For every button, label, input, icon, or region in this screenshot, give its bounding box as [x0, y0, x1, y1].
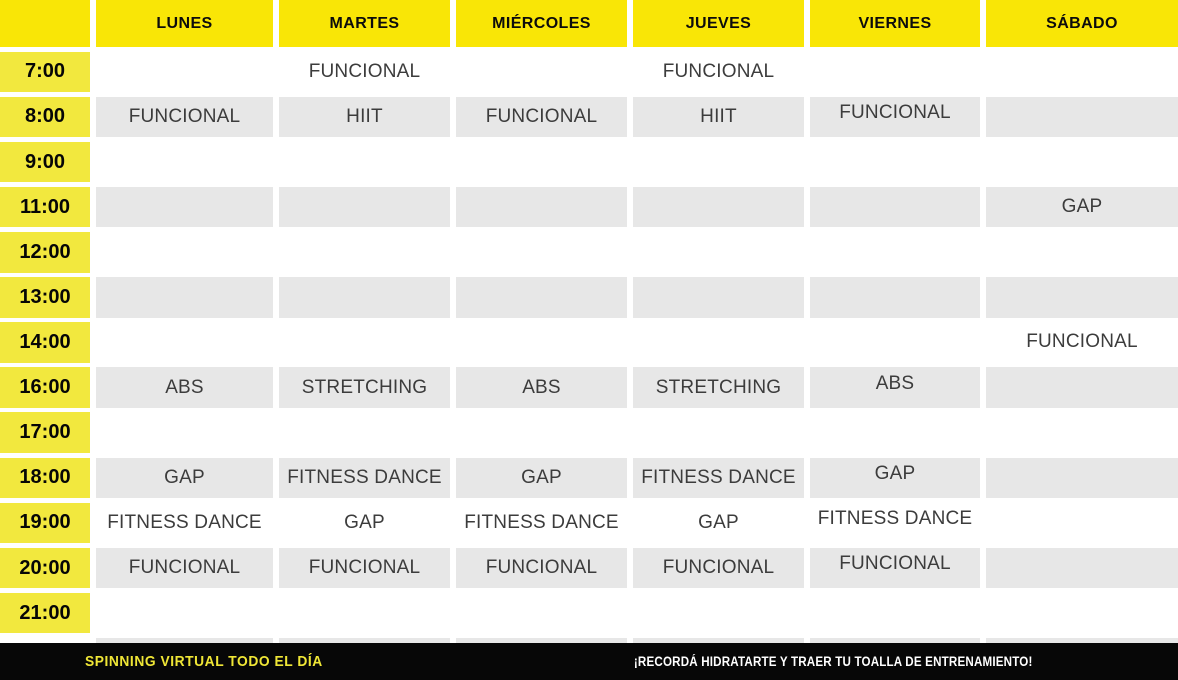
class-cell-lunes: GAP — [96, 458, 273, 499]
class-cell-miercoles — [456, 232, 627, 273]
class-cell-martes — [279, 412, 450, 453]
class-cell-lunes — [96, 187, 273, 228]
class-cell-martes — [279, 232, 450, 273]
class-cell-miercoles — [456, 142, 627, 183]
time-label: 16:00 — [0, 367, 90, 408]
day-header-lunes: LUNES — [96, 0, 273, 47]
day-header-jueves: JUEVES — [633, 0, 804, 47]
class-cell-viernes — [810, 593, 980, 634]
time-label: 14:00 — [0, 322, 90, 363]
time-label: 7:00 — [0, 52, 90, 93]
class-cell-lunes — [96, 52, 273, 93]
class-cell-lunes — [96, 322, 273, 363]
class-cell-lunes — [96, 412, 273, 453]
class-cell-jueves — [633, 187, 804, 228]
class-cell-martes: HIIT — [279, 97, 450, 138]
class-cell-viernes: FUNCIONAL — [810, 97, 980, 138]
class-cell-sabado — [986, 97, 1178, 138]
class-cell-miercoles — [456, 593, 627, 634]
class-cell-sabado — [986, 367, 1178, 408]
class-cell-martes: FITNESS DANCE — [279, 458, 450, 499]
class-cell-sabado — [986, 142, 1178, 183]
class-cell-jueves — [633, 322, 804, 363]
footer-bar — [0, 643, 1178, 680]
class-cell-sabado: GAP — [986, 187, 1178, 228]
class-cell-martes — [279, 322, 450, 363]
class-cell-jueves — [633, 412, 804, 453]
day-header-miercoles: MIÉRCOLES — [456, 0, 627, 47]
class-cell-sabado — [986, 412, 1178, 453]
time-label: 11:00 — [0, 187, 90, 228]
day-header-sabado: SÁBADO — [986, 0, 1178, 47]
class-cell-martes: FUNCIONAL — [308, 60, 421, 82]
footer-right-note: ¡RECORDÁ HIDRATARTE Y TRAER TU TOALLA DE ENTRENAMIENTO! — [634, 654, 1033, 669]
corner-cell — [0, 0, 90, 47]
time-label: 20:00 — [0, 548, 90, 589]
class-cell-lunes — [96, 232, 273, 273]
class-cell-jueves: GAP — [698, 511, 739, 533]
time-label: 19:00 — [0, 503, 90, 544]
class-cell-sabado — [986, 458, 1178, 499]
class-cell-lunes: FUNCIONAL — [96, 548, 273, 589]
class-cell-miercoles — [456, 277, 627, 318]
class-cell-viernes — [810, 142, 980, 183]
day-header-viernes: VIERNES — [810, 0, 980, 47]
class-cell-viernes — [810, 277, 980, 318]
class-cell-lunes — [96, 277, 273, 318]
time-label: 17:00 — [0, 412, 90, 453]
class-cell-miercoles — [456, 412, 627, 453]
class-cell-miercoles: ABS — [456, 367, 627, 408]
class-cell-miercoles — [456, 322, 627, 363]
class-cell-jueves — [633, 277, 804, 318]
class-cell-martes — [279, 277, 450, 318]
class-cell-lunes — [96, 593, 273, 634]
time-label: 18:00 — [0, 458, 90, 499]
footer-left-note: SPINNING VIRTUAL TODO EL DÍA — [85, 653, 323, 670]
time-label: 9:00 — [0, 142, 90, 183]
class-cell-sabado — [986, 232, 1178, 273]
class-cell-viernes: ABS — [810, 367, 980, 408]
class-cell-viernes — [810, 232, 980, 273]
class-cell-sabado — [986, 593, 1178, 634]
class-cell-jueves: FITNESS DANCE — [633, 458, 804, 499]
class-cell-miercoles — [456, 52, 627, 93]
class-cell-jueves — [633, 232, 804, 273]
class-cell-viernes — [810, 52, 980, 93]
time-label: 8:00 — [0, 97, 90, 138]
class-cell-jueves: HIIT — [633, 97, 804, 138]
time-label: 21:00 — [0, 593, 90, 634]
class-cell-viernes — [810, 412, 980, 453]
class-cell-jueves: STRETCHING — [633, 367, 804, 408]
day-header-martes: MARTES — [279, 0, 450, 47]
class-cell-miercoles — [456, 187, 627, 228]
class-cell-martes: STRETCHING — [279, 367, 450, 408]
class-cell-martes — [279, 593, 450, 634]
class-cell-viernes: FITNESS DANCE — [817, 507, 973, 529]
class-cell-viernes — [810, 322, 980, 363]
class-cell-lunes: FITNESS DANCE — [107, 511, 262, 533]
class-cell-sabado — [986, 277, 1178, 318]
class-cell-miercoles: FUNCIONAL — [456, 548, 627, 589]
class-cell-sabado — [986, 52, 1178, 93]
class-cell-sabado: FUNCIONAL — [1026, 331, 1138, 353]
time-label: 13:00 — [0, 277, 90, 318]
class-cell-jueves: FUNCIONAL — [633, 548, 804, 589]
class-cell-sabado — [986, 548, 1178, 589]
class-cell-martes: FUNCIONAL — [279, 548, 450, 589]
class-cell-viernes: FUNCIONAL — [810, 548, 980, 589]
class-cell-miercoles: FITNESS DANCE — [464, 511, 619, 533]
class-cell-sabado — [986, 503, 1178, 544]
class-cell-lunes: ABS — [96, 367, 273, 408]
class-cell-viernes — [810, 187, 980, 228]
class-cell-martes — [279, 142, 450, 183]
time-label: 12:00 — [0, 232, 90, 273]
class-cell-miercoles: GAP — [456, 458, 627, 499]
class-cell-jueves — [633, 142, 804, 183]
class-cell-martes: GAP — [344, 511, 385, 533]
class-cell-viernes: GAP — [810, 458, 980, 499]
class-cell-miercoles: FUNCIONAL — [456, 97, 627, 138]
class-cell-lunes — [96, 142, 273, 183]
class-cell-jueves — [633, 593, 804, 634]
class-cell-martes — [279, 187, 450, 228]
class-cell-lunes: FUNCIONAL — [96, 97, 273, 138]
class-cell-jueves: FUNCIONAL — [662, 60, 775, 82]
